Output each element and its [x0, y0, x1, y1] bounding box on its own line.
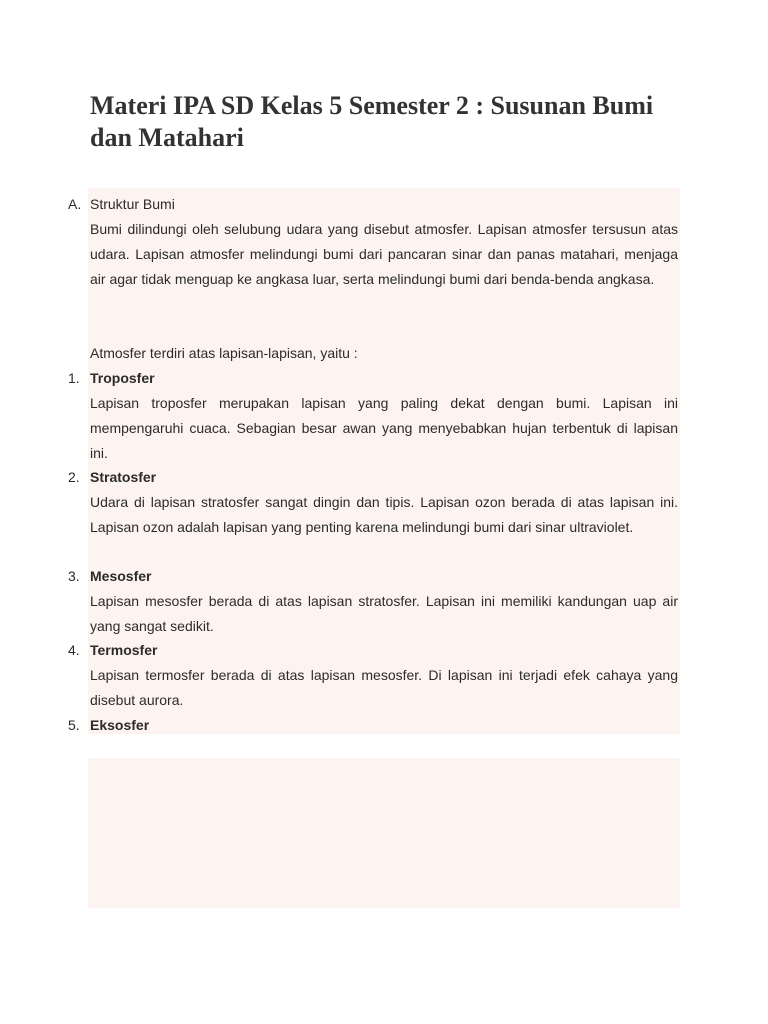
layer-text-troposfer: Lapisan troposfer merupakan lapisan yang paling dekat dengan bumi. Lapisan ini mempengaruhi cuaca. Sebagian besar awan yang menyebabkan hujan terbentuk di lapisan ini. [90, 395, 678, 461]
layer-text-mesosfer: Lapisan mesosfer berada di atas lapisan stratosfer. Lapisan ini memiliki kandungan uap air yang sangat sedikit. [90, 593, 678, 634]
content-section [62, 188, 680, 734]
layer-title-stratosfer: Stratosfer [90, 469, 157, 485]
intro-paragraph: Bumi dilindungi oleh selubung udara yang disebut atmosfer. Lapisan atmosfer tersusun atas udara. Lapisan atmosfer melindungi bumi dari pancaran sinar dan panas matahari, menjaga air agar tidak menguap ke angkasa luar, serta melindungi bumi dari benda-benda angkasa. [90, 221, 678, 287]
section-heading: Struktur Bumi [90, 196, 175, 212]
list-number: 2. [68, 469, 80, 485]
section-marker: A. [68, 196, 82, 212]
layer-title-mesosfer: Mesosfer [90, 568, 152, 584]
page-title: Materi IPA SD Kelas 5 Semester 2 : Susunan Bumi dan Matahari [90, 91, 654, 152]
layer-title-eksosfer: Eksosfer [90, 717, 150, 733]
list-intro: Atmosfer terdiri atas lapisan-lapisan, yaitu : [90, 345, 358, 361]
layer-title-troposfer: Troposfer [90, 370, 155, 386]
layer-text-termosfer: Lapisan termosfer berada di atas lapisan mesosfer. Di lapisan ini terjadi efek cahaya yang disebut aurora. [90, 667, 678, 708]
continuation-box [88, 758, 680, 908]
list-number: 3. [68, 568, 80, 584]
list-number: 4. [68, 642, 80, 658]
layer-text-stratosfer: Udara di lapisan stratosfer sangat dingin dan tipis. Lapisan ozon berada di atas lapisan ini. Lapisan ozon adalah lapisan yang penting karena melindungi bumi dari sinar ultraviolet. [90, 494, 678, 535]
list-number: 1. [68, 370, 80, 386]
layer-title-termosfer: Termosfer [90, 642, 158, 658]
list-number: 5. [68, 717, 80, 733]
